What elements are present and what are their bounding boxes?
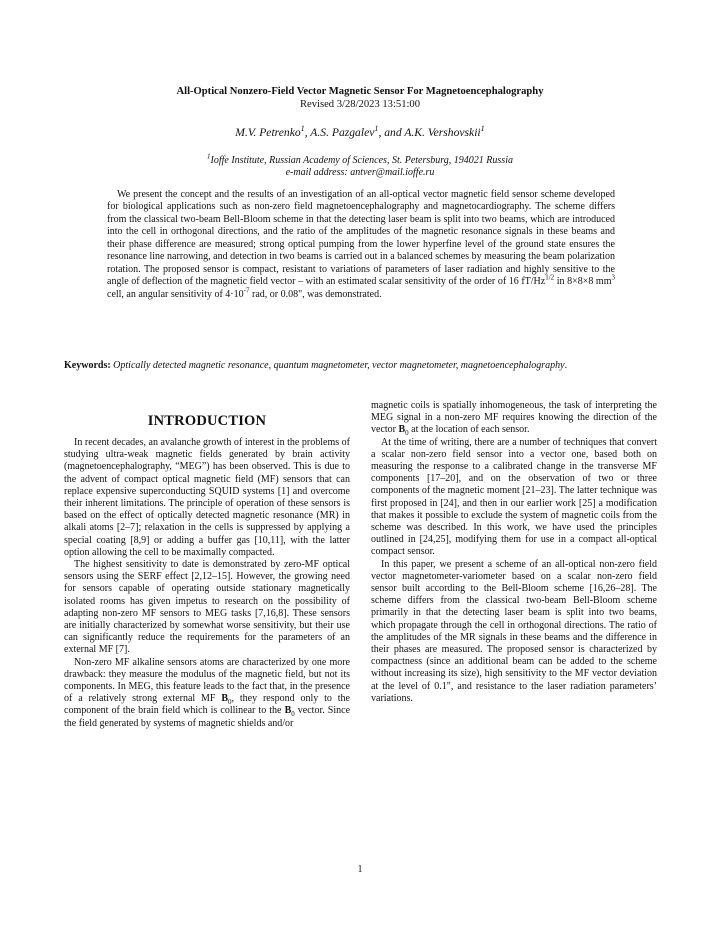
affiliation-marker: 1 [300,124,305,134]
keywords [64,360,584,372]
subscript: 0 [228,698,232,707]
paragraph-text: Non-zero MF alkaline sensors atoms are characterized by one more drawback: they measure the modulus of the magnetic field, but not its components. In MEG, this feature leads to the fact that, in the presence of a relatively strong external MF [64,656,350,705]
subscript: 0 [405,429,409,438]
abstract-text: We present the concept and the results of an investigation of an all-optical vector magnetic field sensor scheme developed for biological applications such as non-zero field magnetoencephalography and magnetocardiography. The scheme differs from the classical two-beam Bell-Bloom scheme in that the detecting laser beam is split into two beams, which are introduced into the cell in orthogonal directions, and the ratio of the amplitudes of the magnetic resonance signals in these beams and their phase difference are measured; strong optical pumping from the lower hyperfine level of the ground state ensures the resonance line narrowing, and detection in two beams is carried out in a balanced schemes by measuring the beam polarization rotation. The proposed sensor is compact, resistant to variations of parameters of laser radiation and highly sensitive to the angle of deflection of the magnetic field vector – with an estimated scalar sensitivity of the order of 16 fT/Hz [107,189,615,288]
affiliation-marker: 1 [207,152,211,161]
superscript: -7 [243,286,250,295]
paragraph: The highest sensitivity to date is demonstrated by zero-MF optical sensors using the SERF effect [2,12–15]. However, the growing need for sensors capable of operating outside stationary magnetically isolated rooms has given impetus to research on the possibility of adapting non-zero MF sensors to MEG tasks [7,16,8]. These sensors are initially characterized by somewhat worse sensitivity, but their use can significantly reduce the requirements for the parameters of an external MF [7]. [64,559,350,656]
affiliation-marker: 1 [374,124,379,134]
paragraph [64,657,350,730]
text-column-right [371,400,657,705]
paper-title: All-Optical Nonzero-Field Vector Magnetic Sensor For Magnetoencephalography [176,86,544,97]
paragraph: At the time of writing, there are a number of techniques that convert a scalar non-zero field sensor into a vector one, based both on measuring the response to a calibrated change in the transverse MF components [17–20], and on the observation of two or three components of the magnetic moment [21–23]. The latter technique was first proposed in [24], and then in our earlier work [25] a modification that makes it possible to exclude the system of magnetic coils from the scheme was described. In this work, we have used the principles outlined in [24,25], modifying them for use in a compact all-optical compact sensor. [371,436,657,558]
section-heading: INTRODUCTION [147,413,267,429]
author-list [0,126,720,139]
contact-email: e-mail address: antver@mail.ioffe.ru [285,167,435,178]
text-column-left [64,437,350,730]
author-separator: , [304,126,311,139]
abstract-text: in 8×8×8 mm [554,276,612,288]
author-name: M.V. Petrenko [235,126,301,139]
page-number: 1 [357,864,363,875]
paragraph: In this paper, we present a scheme of an all-optical non-zero field vector magnetometer-variometer based on a scalar non-zero field sensor built according to the Bell-Bloom scheme [16,26–28]. The scheme differs from the classical two-beam Bell-Bloom scheme primarily in that the detecting laser beam is split into two beams, which propagate through the cell in orthogonal directions. The ratio of the amplitudes of the MR signals in these beams and the difference in their phases are measured. The proposed sensor is characterized by compactness (since an additional beam can be added to the scheme without increasing its size), high sensitivity to the MF vector deviation at the level of 0.1", and resistance to the laser radiation parameters’ variations. [371,558,657,704]
affiliation-block [0,152,720,179]
keywords-list: Optically detected magnetic resonance, quantum magnetometer, vector magnetometer, magnetoencephalography [110,360,565,371]
subscript: 0 [291,710,295,719]
revision-date: Revised 3/28/2023 13:51:00 [299,99,421,110]
paragraph: In recent decades, an avalanche growth of interest in the problems of studying ultra-weak magnetic fields generated by brain activity (magnetoencephalography, “MEG”) has been observed. This is due to the advent of compact optical magnetic field (MF) sensors that can replace expensive superconducting SQUID systems [1] and overcome their inherent limitations. The principle of operation of these sensors is based on the effect of optically detected magnetic resonance (MR) in alkali atoms [2–7]; relaxation in the cells is suppressed by applying a special coating [8,9] or adding a buffer gas [10,11], with the latter option allowing the cell to be maximally compacted. [64,437,350,558]
author-separator: , and [378,126,405,139]
paragraph-text: vector. Since the field generated by systems of magnetic shields and/or [64,705,351,729]
abstract-text: rad, or 0.08", was demonstrated. [249,288,382,300]
affiliation-institute: Ioffe Institute, Russian Academy of Sciences, St. Petersburg, 194021 Russia [210,155,513,166]
paragraph-text: magnetic coils is spatially inhomogeneous, the task of interpreting the MEG signal in a non-zero MF requires knowing the direction of the vector [371,400,657,436]
author-name: A.K. Vershovskii [404,126,481,139]
affiliation-line [0,152,720,167]
author-name: A.S. Pazgalev [310,126,375,139]
keywords-label: Keywords: [64,360,111,371]
superscript: 3 [611,273,615,282]
vector-symbol: B [284,705,292,717]
affiliation-marker: 1 [480,124,485,134]
paragraph [371,400,657,437]
keywords-end: . [564,360,568,371]
vector-symbol: B [398,424,406,436]
vector-symbol: B [221,693,229,705]
abstract [107,189,615,301]
abstract-text: cell, an angular sensitivity of 4·10 [107,288,244,300]
paragraph-text: , they respond only to the component of the brain field which is collinear to the [64,693,350,717]
superscript: 1/2 [545,273,555,282]
paragraph-text: at the location of each sensor. [408,424,530,436]
